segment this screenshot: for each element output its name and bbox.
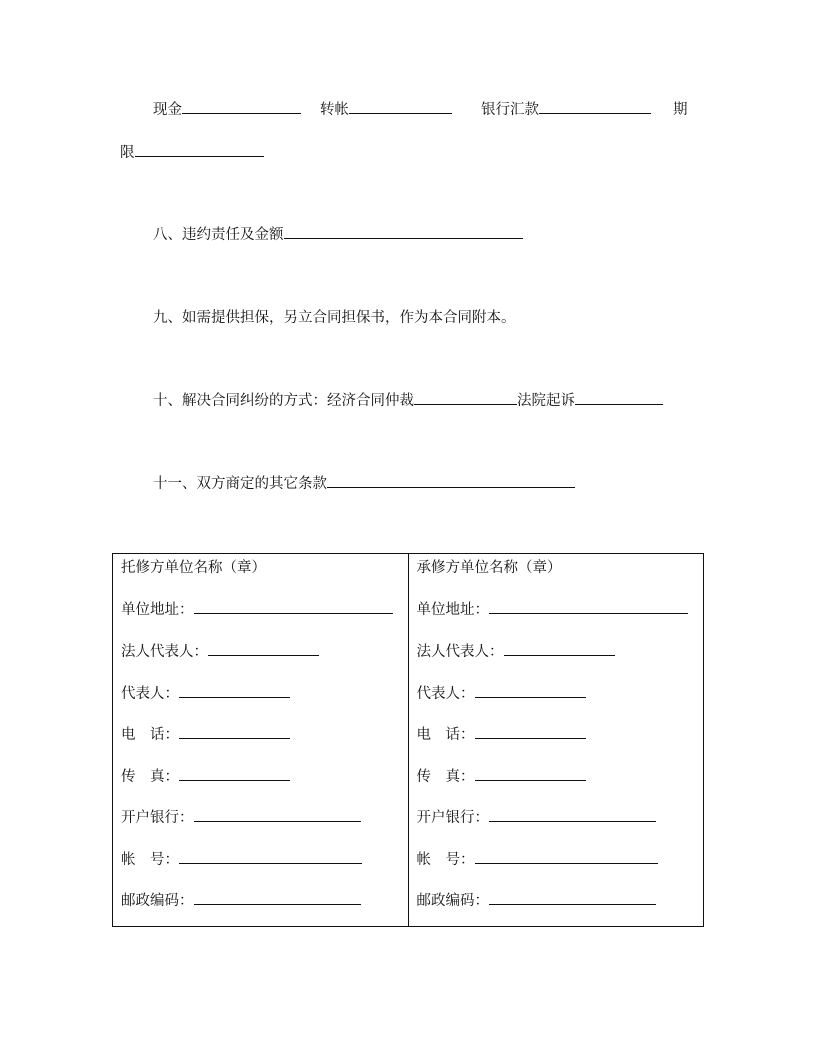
bank-remit-blank[interactable]: [539, 99, 651, 114]
client-account-label: 帐 号：: [121, 852, 179, 868]
client-bank-label: 开户银行：: [121, 810, 194, 826]
contractor-phone-blank[interactable]: [475, 724, 586, 739]
contractor-account-row: [417, 848, 658, 869]
client-bank-blank[interactable]: [194, 807, 361, 822]
contractor-phone-row: [417, 723, 586, 744]
contractor-account-blank[interactable]: [475, 849, 658, 864]
clause-8: [153, 223, 523, 244]
client-fax-row: [121, 765, 290, 786]
client-legal-rep-label: 法人代表人：: [121, 644, 208, 660]
transfer-label: 转帐: [320, 102, 349, 118]
clause-11-label: 十一、双方商定的其它条款: [153, 476, 327, 492]
client-postcode-label: 邮政编码：: [121, 893, 194, 909]
contractor-legal-rep-label: 法人代表人：: [416, 644, 504, 660]
contractor-rep-label: 代表人：: [416, 686, 475, 702]
cash-label: 现金: [153, 102, 182, 118]
client-address-label: 单位地址：: [121, 602, 194, 618]
transfer-blank[interactable]: [349, 99, 452, 114]
contractor-fax-label: 传 真：: [416, 769, 475, 785]
clause-10-label: 十、解决合同纠纷的方式：经济合同仲裁: [153, 393, 414, 409]
contractor-party-cell: [408, 554, 704, 927]
clause-11-blank[interactable]: [327, 473, 575, 488]
term-label-part1: 期: [673, 102, 688, 118]
client-bank-row: [121, 806, 361, 827]
contractor-phone-label: 电 话：: [416, 727, 475, 743]
client-account-blank[interactable]: [179, 849, 362, 864]
contractor-postcode-label: 邮政编码：: [416, 893, 489, 909]
contractor-bank-blank[interactable]: [489, 807, 656, 822]
client-phone-blank[interactable]: [179, 724, 290, 739]
client-address-blank[interactable]: [194, 599, 393, 614]
client-legal-rep-blank[interactable]: [208, 641, 319, 656]
client-phone-row: [121, 723, 290, 744]
clause-8-label: 八、违约责任及金额: [153, 227, 284, 243]
client-fax-blank[interactable]: [179, 766, 290, 781]
contractor-address-label: 单位地址：: [416, 602, 489, 618]
contractor-bank-label: 开户银行：: [416, 810, 489, 826]
client-rep-row: [121, 682, 290, 703]
client-title: 托修方单位名称（章）: [121, 560, 266, 576]
client-rep-label: 代表人：: [121, 686, 179, 702]
contractor-fax-row: [417, 765, 586, 786]
clause-10: [153, 389, 663, 410]
clause-11: [153, 472, 575, 493]
client-phone-label: 电 话：: [121, 727, 179, 743]
term-group: [120, 141, 264, 162]
cash-blank[interactable]: [182, 99, 301, 114]
contractor-rep-row: [417, 682, 586, 703]
contractor-bank-row: [417, 806, 657, 827]
contractor-address-row: [417, 598, 689, 619]
court-label: 法院起诉: [517, 393, 575, 409]
contractor-account-label: 帐 号：: [416, 852, 475, 868]
term-blank[interactable]: [135, 142, 264, 157]
client-postcode-blank[interactable]: [194, 890, 361, 905]
client-address-row: [121, 598, 393, 619]
clause-8-blank[interactable]: [284, 224, 523, 239]
contractor-title: 承修方单位名称（章）: [416, 560, 562, 576]
payment-methods-line: [153, 98, 301, 119]
contractor-legal-rep-blank[interactable]: [504, 641, 615, 656]
client-postcode-row: [121, 889, 361, 910]
signature-table: [112, 553, 704, 927]
bank-remit-label: 银行汇款: [481, 102, 539, 118]
client-party-cell: [113, 554, 409, 927]
contractor-fax-blank[interactable]: [475, 766, 586, 781]
clause-9: 九、如需提供担保，另立合同担保书，作为本合同附本。: [153, 310, 516, 326]
client-legal-rep-row: [121, 640, 319, 661]
contractor-address-blank[interactable]: [489, 599, 688, 614]
contractor-postcode-blank[interactable]: [489, 890, 656, 905]
client-account-row: [121, 848, 362, 869]
bank-remit-group: [481, 98, 651, 119]
client-fax-label: 传 真：: [121, 769, 179, 785]
contractor-legal-rep-row: [417, 640, 615, 661]
contractor-rep-blank[interactable]: [475, 683, 586, 698]
transfer-group: [320, 98, 452, 119]
client-rep-blank[interactable]: [179, 683, 290, 698]
contractor-postcode-row: [417, 889, 657, 910]
term-label-part2: 限: [120, 145, 135, 161]
arbitration-blank[interactable]: [414, 390, 517, 405]
court-blank[interactable]: [575, 390, 663, 405]
